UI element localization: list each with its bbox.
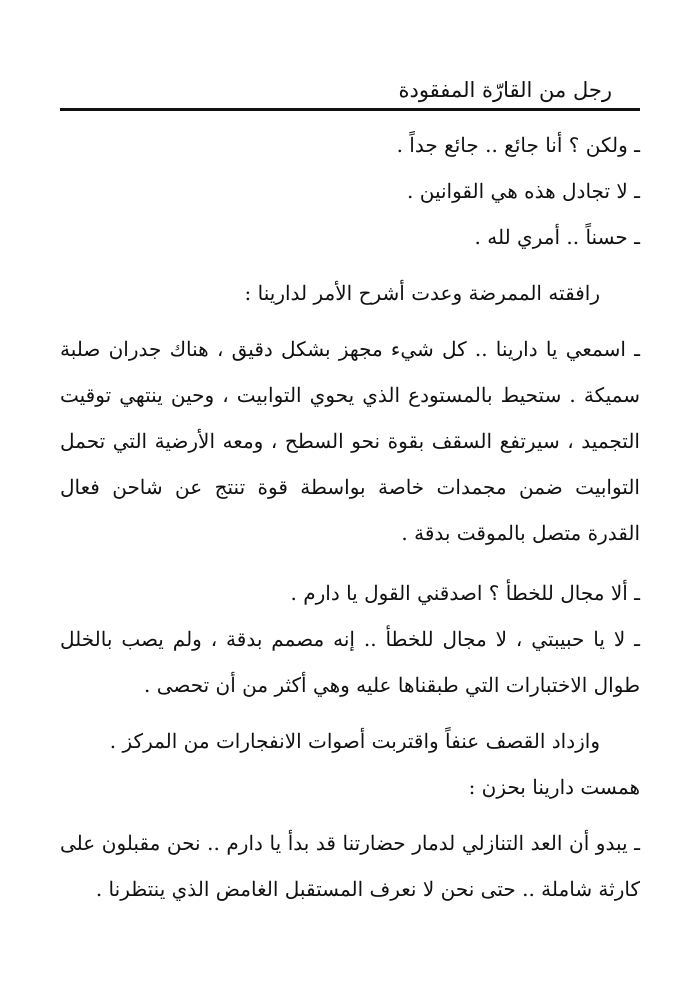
running-header-title: رجل من القارّة المفقودة [398,78,612,102]
dialogue-paragraph: ـ يبدو أن العد التنازلي لدمار حضارتنا قد بدأ يا دارم .. نحن مقبلون على كارثة شاملة .. حتى نحن لا نعرف المستقبل الغامض الذي ينتظرنا . [60,831,640,901]
narration-paragraph: وازداد القصف عنفاً واقتربت أصوات الانفجارات من المركز . [109,729,600,753]
dialogue-paragraph: ـ اسمعي يا دارينا .. كل شيء مجهز بشكل دقيق ، هناك جدران صلبة سميكة . ستحيط بالمستودع الذي يحوي التوابيت ، وحين ينتهي توقيت التجميد ، سيرتفع السقف بقوة نحو السطح ، ومعه الأرضية التي تحمل التوابيت ضمن مجمدات خاصة بواسطة قوة تنتج عن شاحن فعال القدرة متصل بالموقت بدقة . [60,337,640,545]
narration-line: همست دارينا بحزن : [468,775,640,799]
narration-paragraph: رافقته الممرضة وعدت أشرح الأمر لدارينا : [244,281,600,305]
dialogue-line: ـ ألا مجال للخطأ ؟ اصدقني القول يا دارم . [290,581,640,605]
page-body [60,122,640,912]
header-rule [60,108,640,111]
dialogue-line: ـ ولكن ؟ أنا جائع .. جائع جداً . [396,133,640,157]
dialogue-paragraph: ـ لا يا حبيبتي ، لا مجال للخطأ .. إنه مصمم بدقة ، ولم يصب بالخلل طوال الاختبارات التي طبقناها عليه وهي أكثر من أن تحصى . [60,627,640,697]
book-page [60,0,640,1000]
dialogue-line: ـ حسناً .. أمري لله . [474,225,640,249]
dialogue-line: ـ لا تجادل هذه هي القوانين . [407,179,640,203]
